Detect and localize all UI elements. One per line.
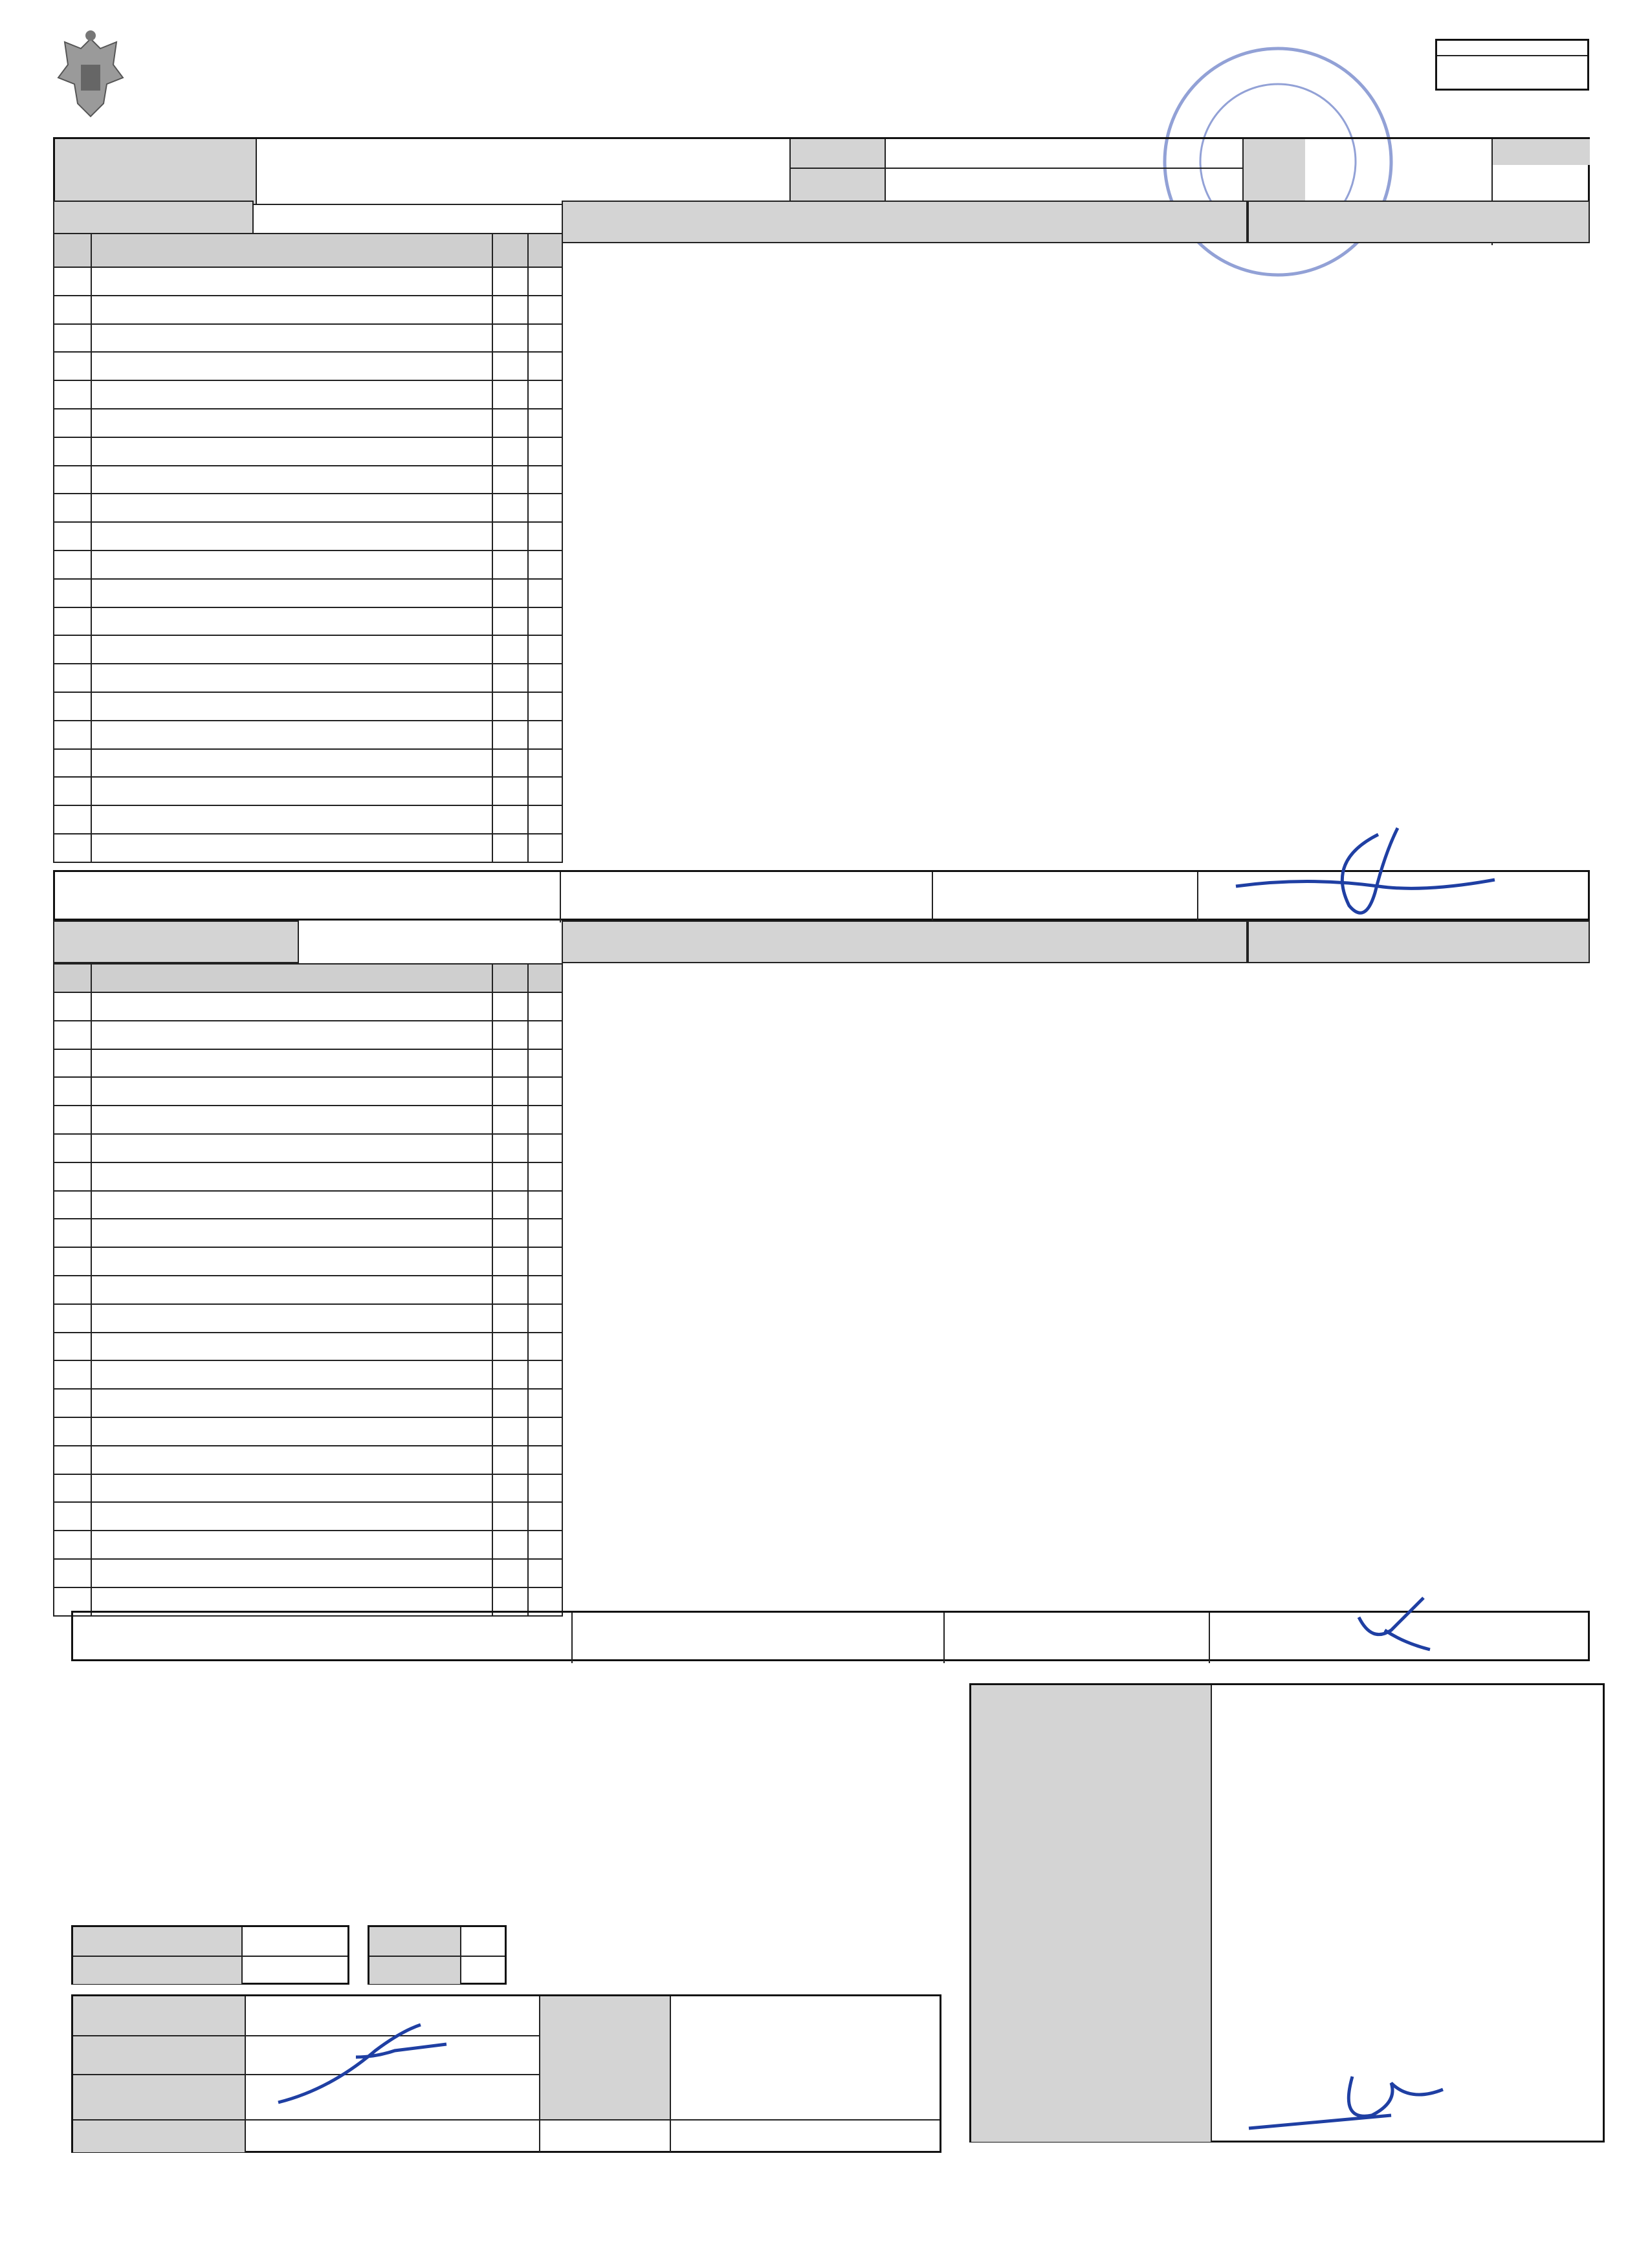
- player-name: [91, 1049, 492, 1078]
- player-name: [91, 437, 492, 466]
- player-number: [54, 466, 91, 494]
- player-name: [91, 380, 492, 409]
- player-position: [492, 522, 528, 551]
- team-a-roster: [53, 233, 563, 863]
- player-position: [492, 466, 528, 494]
- table-row: [54, 805, 562, 834]
- player-name: [91, 1531, 492, 1559]
- player-position: [492, 1360, 528, 1389]
- player-played: [528, 437, 562, 466]
- player-name: [91, 1333, 492, 1361]
- table-row: [54, 777, 562, 805]
- player-position: [492, 1049, 528, 1078]
- goalie-time-table: [368, 1692, 507, 1736]
- player-played: [528, 1247, 562, 1276]
- player-played: [528, 1134, 562, 1162]
- player-position: [492, 352, 528, 380]
- player-position: [492, 1531, 528, 1559]
- player-position: [492, 1304, 528, 1333]
- empty-cell: [91, 721, 492, 749]
- team-b-signature: [1346, 1591, 1449, 1659]
- player-number: [54, 1219, 91, 1247]
- table-row: [54, 1559, 562, 1587]
- col-igr: [528, 964, 562, 992]
- table-row: [54, 834, 562, 862]
- table-row: [54, 1247, 562, 1276]
- player-number: [54, 551, 91, 579]
- empty-cell: [528, 721, 562, 749]
- head-referee-signature: [272, 2012, 466, 2119]
- player-played: [528, 1417, 562, 1446]
- player-played: [528, 635, 562, 664]
- player-position: [492, 1021, 528, 1049]
- empty-cell: [91, 777, 492, 805]
- player-number: [54, 494, 91, 522]
- player-position: [492, 1389, 528, 1417]
- player-played: [528, 1106, 562, 1134]
- player-position: [492, 1474, 528, 1503]
- col-no: [54, 964, 91, 992]
- player-name: [91, 267, 492, 296]
- player-position: [492, 607, 528, 636]
- empty-cell: [528, 805, 562, 834]
- player-played: [528, 1389, 562, 1417]
- empty-cell: [91, 834, 492, 862]
- player-name: [91, 296, 492, 324]
- player-number: [54, 1474, 91, 1503]
- player-name: [91, 466, 492, 494]
- player-played: [528, 1162, 562, 1191]
- table-row: [54, 692, 562, 721]
- player-number: [54, 1417, 91, 1446]
- player-played: [528, 1219, 562, 1247]
- table-row: [54, 1360, 562, 1389]
- player-position: [492, 1134, 528, 1162]
- player-name: [91, 992, 492, 1021]
- col-name: [91, 964, 492, 992]
- player-name: [91, 409, 492, 437]
- player-number: [54, 267, 91, 296]
- player-position: [492, 494, 528, 522]
- table-row: [54, 1531, 562, 1559]
- player-number: [54, 409, 91, 437]
- team-b-roster: [53, 963, 563, 1617]
- empty-cell: [492, 692, 528, 721]
- table-row: [54, 1049, 562, 1078]
- team-a-goals-table: [562, 233, 1194, 267]
- table-row: [54, 579, 562, 607]
- col-igr: [528, 234, 562, 267]
- team-b-goals-table: [562, 963, 1194, 992]
- empty-cell: [54, 834, 91, 862]
- shootout-table: [537, 1686, 941, 1727]
- player-name: [91, 1191, 492, 1219]
- player-name: [91, 1247, 492, 1276]
- table-row: [54, 1106, 562, 1134]
- table-row: [54, 267, 562, 296]
- player-position: [492, 1106, 528, 1134]
- player-name: [91, 324, 492, 353]
- player-name: [91, 1446, 492, 1474]
- player-position: [492, 437, 528, 466]
- player-name: [91, 1360, 492, 1389]
- player-name: [91, 1219, 492, 1247]
- player-position: [492, 1191, 528, 1219]
- table-row: [54, 1162, 562, 1191]
- player-number: [54, 1106, 91, 1134]
- player-position: [492, 1077, 528, 1106]
- player-number: [54, 1021, 91, 1049]
- col-pos: [492, 964, 528, 992]
- player-played: [528, 1049, 562, 1078]
- player-played: [528, 579, 562, 607]
- table-row: [54, 749, 562, 778]
- player-position: [492, 1276, 528, 1304]
- player-played: [528, 352, 562, 380]
- emblem-icon: [52, 26, 129, 123]
- team-a-penalties-table: [1194, 233, 1590, 267]
- player-name: [91, 522, 492, 551]
- player-name: [91, 579, 492, 607]
- player-number: [54, 1559, 91, 1587]
- player-position: [492, 380, 528, 409]
- player-position: [492, 1219, 528, 1247]
- player-number: [54, 579, 91, 607]
- empty-cell: [91, 805, 492, 834]
- player-position: [492, 664, 528, 692]
- player-number: [54, 1531, 91, 1559]
- player-number: [54, 1360, 91, 1389]
- player-name: [91, 1021, 492, 1049]
- player-number: [54, 1446, 91, 1474]
- player-played: [528, 494, 562, 522]
- player-played: [528, 409, 562, 437]
- player-number: [54, 1304, 91, 1333]
- table-row: [54, 1333, 562, 1361]
- player-position: [492, 635, 528, 664]
- player-played: [528, 1304, 562, 1333]
- player-name: [91, 494, 492, 522]
- player-played: [528, 607, 562, 636]
- table-row: [54, 522, 562, 551]
- table-row: [54, 1417, 562, 1446]
- player-position: [492, 1417, 528, 1446]
- player-number: [54, 1247, 91, 1276]
- player-name: [91, 1559, 492, 1587]
- table-row: [54, 1446, 562, 1474]
- table-row: [54, 437, 562, 466]
- player-name: [91, 635, 492, 664]
- player-number: [54, 635, 91, 664]
- player-position: [492, 1502, 528, 1531]
- player-played: [528, 380, 562, 409]
- table-row: [54, 1276, 562, 1304]
- player-played: [528, 1474, 562, 1503]
- empty-cell: [91, 749, 492, 778]
- player-position: [492, 579, 528, 607]
- empty-cell: [54, 692, 91, 721]
- player-number: [54, 992, 91, 1021]
- table-row: [54, 607, 562, 636]
- player-name: [91, 664, 492, 692]
- player-name: [91, 1502, 492, 1531]
- table-row: [54, 466, 562, 494]
- player-number: [54, 1276, 91, 1304]
- table-row: [54, 1191, 562, 1219]
- empty-cell: [54, 749, 91, 778]
- table-row: [54, 635, 562, 664]
- table-row: [54, 1219, 562, 1247]
- player-name: [91, 1389, 492, 1417]
- player-played: [528, 324, 562, 353]
- player-name: [91, 1417, 492, 1446]
- player-number: [54, 296, 91, 324]
- player-number: [54, 1134, 91, 1162]
- player-name: [91, 1106, 492, 1134]
- empty-cell: [492, 805, 528, 834]
- player-position: [492, 409, 528, 437]
- player-number: [54, 1191, 91, 1219]
- secretary-signature: [1242, 2064, 1456, 2144]
- empty-cell: [54, 721, 91, 749]
- player-number: [54, 1502, 91, 1531]
- team-b-header: [53, 921, 1590, 963]
- player-played: [528, 1502, 562, 1531]
- empty-cell: [492, 749, 528, 778]
- empty-cell: [492, 777, 528, 805]
- player-played: [528, 1333, 562, 1361]
- timeout-box: [368, 1925, 507, 1985]
- col-pos: [492, 234, 528, 267]
- player-position: [492, 1247, 528, 1276]
- table-row: [54, 324, 562, 353]
- player-number: [54, 522, 91, 551]
- player-number: [54, 1333, 91, 1361]
- player-number: [54, 380, 91, 409]
- player-name: [91, 1276, 492, 1304]
- player-position: [492, 296, 528, 324]
- table-row: [54, 1021, 562, 1049]
- player-name: [91, 352, 492, 380]
- player-position: [492, 1559, 528, 1587]
- player-number: [54, 607, 91, 636]
- player-played: [528, 1077, 562, 1106]
- table-row: [54, 1077, 562, 1106]
- empty-cell: [91, 692, 492, 721]
- player-position: [492, 267, 528, 296]
- table-row: [54, 664, 562, 692]
- player-played: [528, 522, 562, 551]
- table-row: [54, 380, 562, 409]
- empty-cell: [528, 834, 562, 862]
- player-number: [54, 1389, 91, 1417]
- player-played: [528, 1276, 562, 1304]
- empty-cell: [54, 777, 91, 805]
- table-row: [54, 992, 562, 1021]
- table-row: [54, 1474, 562, 1503]
- match-number-box: [1435, 39, 1589, 91]
- player-number: [54, 1077, 91, 1106]
- table-row: [54, 1502, 562, 1531]
- empty-cell: [54, 805, 91, 834]
- player-played: [528, 1446, 562, 1474]
- col-name: [91, 234, 492, 267]
- table-row: [54, 494, 562, 522]
- empty-cell: [528, 777, 562, 805]
- player-played: [528, 267, 562, 296]
- period-results-table: [71, 1692, 349, 1736]
- player-played: [528, 1021, 562, 1049]
- player-name: [91, 1304, 492, 1333]
- referees-block: [71, 1994, 941, 2153]
- player-position: [492, 1162, 528, 1191]
- empty-cell: [528, 749, 562, 778]
- player-played: [528, 992, 562, 1021]
- player-position: [492, 551, 528, 579]
- player-position: [492, 1333, 528, 1361]
- empty-cell: [528, 692, 562, 721]
- table-row: [54, 1134, 562, 1162]
- player-name: [91, 1077, 492, 1106]
- team-b-penalties-table: [1194, 963, 1590, 992]
- player-played: [528, 296, 562, 324]
- player-number: [54, 324, 91, 353]
- player-name: [91, 1474, 492, 1503]
- player-name: [91, 1134, 492, 1162]
- player-position: [492, 324, 528, 353]
- empty-cell: [492, 721, 528, 749]
- table-row: [54, 296, 562, 324]
- player-name: [91, 551, 492, 579]
- player-played: [528, 1531, 562, 1559]
- table-row: [54, 551, 562, 579]
- table-row: [54, 721, 562, 749]
- player-name: [91, 1162, 492, 1191]
- player-number: [54, 437, 91, 466]
- player-position: [492, 992, 528, 1021]
- col-no: [54, 234, 91, 267]
- player-played: [528, 551, 562, 579]
- player-played: [528, 664, 562, 692]
- table-row: [54, 1389, 562, 1417]
- player-number: [54, 1049, 91, 1078]
- table-row: [54, 1304, 562, 1333]
- player-number: [54, 352, 91, 380]
- player-played: [528, 1360, 562, 1389]
- player-number: [54, 1162, 91, 1191]
- match-time-box: [71, 1925, 349, 1985]
- table-row: [54, 352, 562, 380]
- table-row: [54, 409, 562, 437]
- empty-cell: [492, 834, 528, 862]
- player-name: [91, 607, 492, 636]
- player-number: [54, 664, 91, 692]
- player-played: [528, 466, 562, 494]
- player-played: [528, 1191, 562, 1219]
- player-played: [528, 1559, 562, 1587]
- player-position: [492, 1446, 528, 1474]
